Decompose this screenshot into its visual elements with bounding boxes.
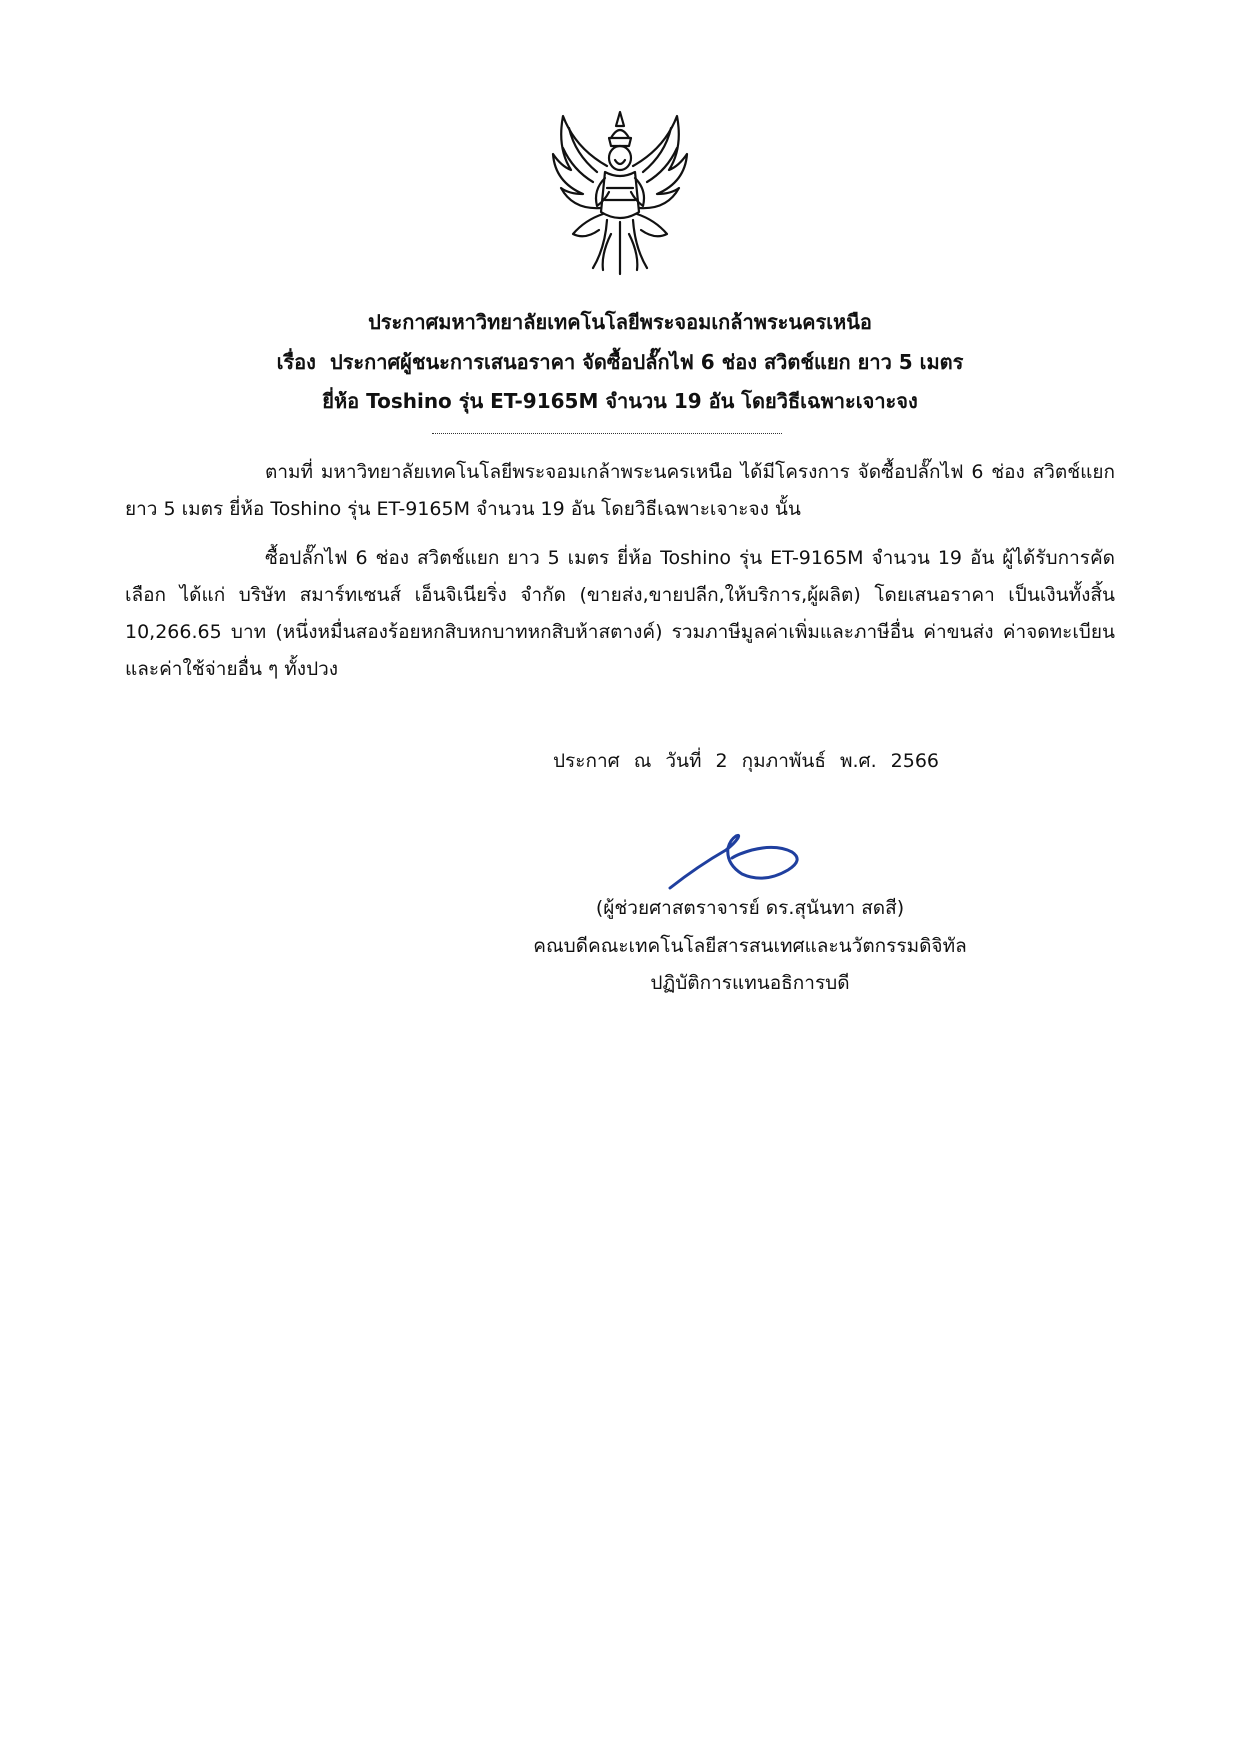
document-title: ประกาศมหาวิทยาลัยเทคโนโลยีพระจอมเกล้าพระนครเหนือ — [368, 310, 872, 334]
body-paragraph-1 — [125, 454, 1115, 528]
subject-line — [0, 346, 1240, 378]
date-month: กุมภาพันธ์ — [741, 750, 826, 772]
subject-text: ประกาศผู้ชนะการเสนอราคา จัดซื้อปลั๊กไฟ 6 ช่อง สวิตช์แยก ยาว 5 เมตร — [329, 350, 964, 374]
date-at-label: ณ — [633, 750, 652, 772]
date-year: 2566 — [890, 750, 940, 772]
date-era: พ.ศ. — [839, 750, 877, 772]
announcement-date — [553, 746, 953, 776]
signatory-position: คณบดีคณะเทคโนโลยีสารสนเทศและนวัตกรรมดิจิทัล — [533, 935, 967, 957]
subject-line-continued: ยี่ห้อ Toshino รุ่น ET-9165M จำนวน 19 อัน โดยวิธีเฉพาะเจาะจง — [322, 389, 918, 413]
date-day-label: วันที่ — [665, 750, 702, 772]
dotted-divider — [432, 433, 782, 434]
paragraph-2-text: ซื้อปลั๊กไฟ 6 ช่อง สวิตช์แยก ยาว 5 เมตร ยี่ห้อ Toshino รุ่น ET-9165M จำนวน 19 อัน ผู้ได้รับการคัดเลือก ได้แก่ บริษัท สมาร์ทเซนส์ เอ็นจิเนียริ่ง จำกัด (ขายส่ง,ขายปลีก,ให้บริการ,ผู้ผลิต) โดยเสนอราคา เป็นเงินทั้งสิ้น 10,266.65 บาท (หนึ่งหมื่นสองร้อยหกสิบหกบาทหกสิบห้าสตางค์) รวมภาษีมูลค่าเพิ่มและภาษีอื่น ค่าขนส่ง ค่าจดทะเบียน และค่าใช้จ่ายอื่น ๆ ทั้งปวง — [125, 547, 1115, 680]
garuda-emblem-icon — [545, 108, 695, 278]
date-day: 2 — [715, 750, 728, 772]
signatory-name: (ผู้ช่วยศาสตราจารย์ ดร.สุนันทา สดสี) — [595, 897, 905, 919]
subject-label: เรื่อง — [276, 350, 316, 374]
handwritten-signature — [668, 830, 808, 896]
body-paragraph-2 — [125, 540, 1115, 688]
date-announce-label: ประกาศ — [553, 750, 620, 772]
paragraph-1-text: ตามที่ มหาวิทยาลัยเทคโนโลยีพระจอมเกล้าพระนครเหนือ ได้มีโครงการ จัดซื้อปลั๊กไฟ 6 ช่อง สวิตช์แยก ยาว 5 เมตร ยี่ห้อ Toshino รุ่น ET-9165M จำนวน 19 อัน โดยวิธีเฉพาะเจาะจง นั้น — [125, 461, 1115, 520]
signatory-acting-role: ปฏิบัติการแทนอธิการบดี — [650, 972, 850, 994]
